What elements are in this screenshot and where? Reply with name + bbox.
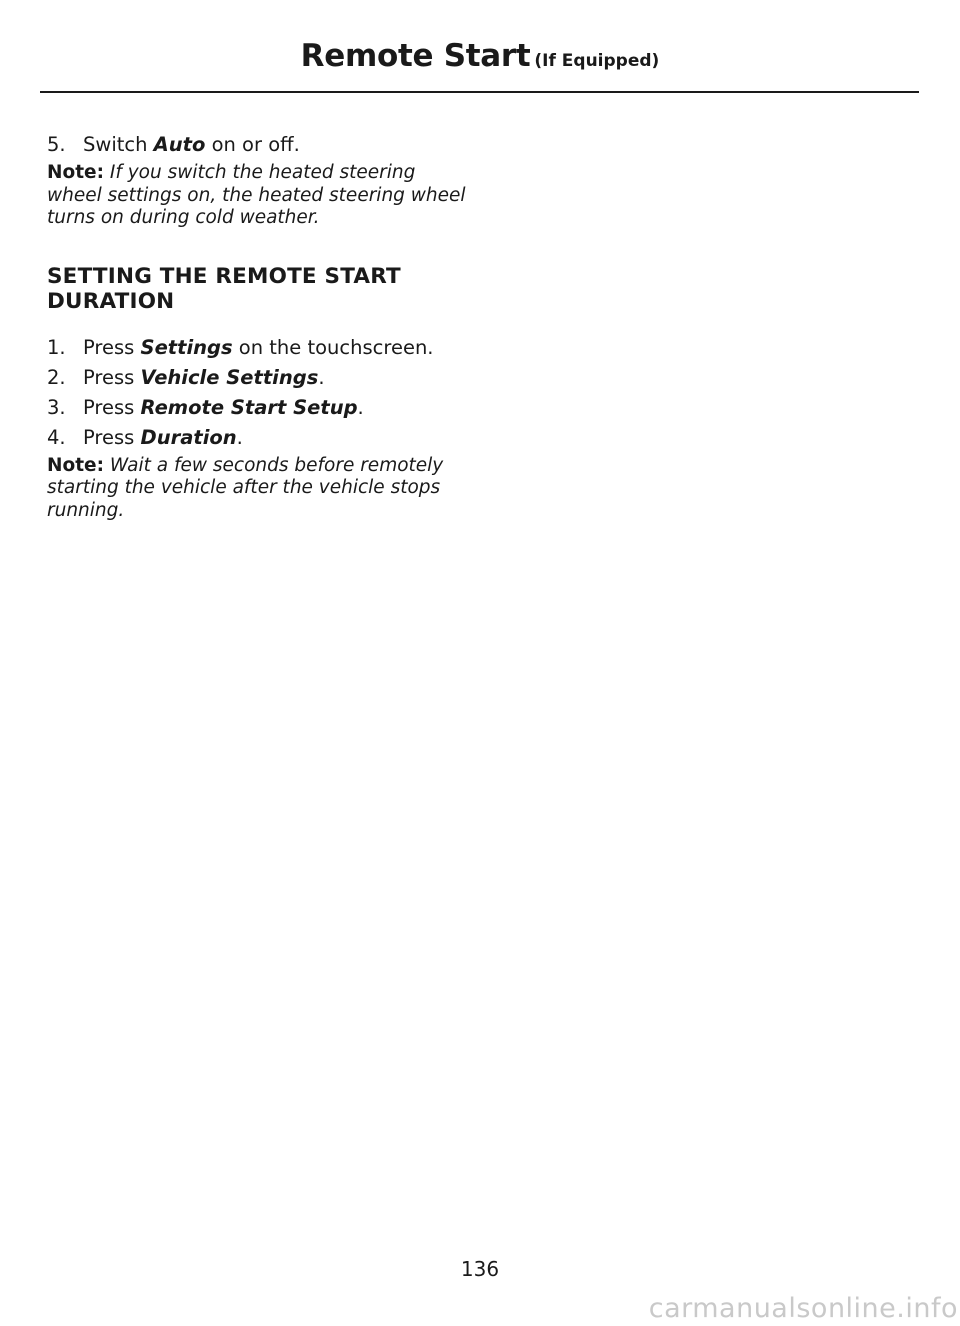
section-heading bbox=[47, 264, 467, 314]
page-header bbox=[0, 38, 960, 74]
section-heading-line2: DURATION bbox=[47, 288, 175, 314]
step-text-after: . bbox=[236, 425, 243, 449]
header-subtitle: (If Equipped) bbox=[534, 51, 660, 71]
step-number: 2. bbox=[47, 365, 66, 389]
step-text-after: on the touchscreen. bbox=[232, 335, 434, 359]
step-1 bbox=[47, 335, 467, 361]
step-text-after: . bbox=[357, 395, 364, 419]
step-5 bbox=[47, 132, 467, 158]
step-text-before: Press bbox=[83, 395, 141, 419]
note-wait-before-start bbox=[47, 455, 467, 523]
step-text-after: . bbox=[318, 365, 325, 389]
step-text-before: Press bbox=[83, 365, 141, 389]
step-term: Duration bbox=[140, 425, 237, 449]
step-term: Settings bbox=[140, 335, 233, 359]
step-number: 5. bbox=[47, 133, 66, 156]
step-number: 4. bbox=[47, 425, 66, 449]
page-number: 136 bbox=[460, 1257, 500, 1281]
step-text-before: Switch bbox=[83, 133, 154, 156]
step-3 bbox=[47, 395, 467, 421]
step-text-before: Press bbox=[83, 425, 141, 449]
header-title: Remote Start bbox=[300, 38, 531, 74]
step-2 bbox=[47, 365, 467, 391]
note-heated-steering bbox=[47, 162, 467, 230]
step-number: 1. bbox=[47, 335, 66, 359]
step-term: Vehicle Settings bbox=[140, 365, 319, 389]
content-column bbox=[47, 132, 467, 522]
note-text: Wait a few seconds before remotely starting the vehicle after the vehicle stops running. bbox=[47, 454, 444, 521]
step-4 bbox=[47, 425, 467, 451]
watermark: carmanualsonline.info bbox=[648, 1293, 958, 1324]
step-term: Remote Start Setup bbox=[140, 395, 358, 419]
note-text: If you switch the heated steering wheel settings on, the heated steering wheel turns on during cold weather. bbox=[47, 162, 466, 228]
step-text-after: on or off. bbox=[205, 133, 300, 156]
note-label: Note: bbox=[47, 454, 104, 476]
section-heading-line1: SETTING THE REMOTE START bbox=[47, 263, 401, 289]
note-label: Note: bbox=[47, 162, 104, 183]
step-number: 3. bbox=[47, 395, 66, 419]
header-divider bbox=[40, 91, 919, 93]
step-text-before: Press bbox=[83, 335, 141, 359]
step-term: Auto bbox=[153, 133, 206, 156]
